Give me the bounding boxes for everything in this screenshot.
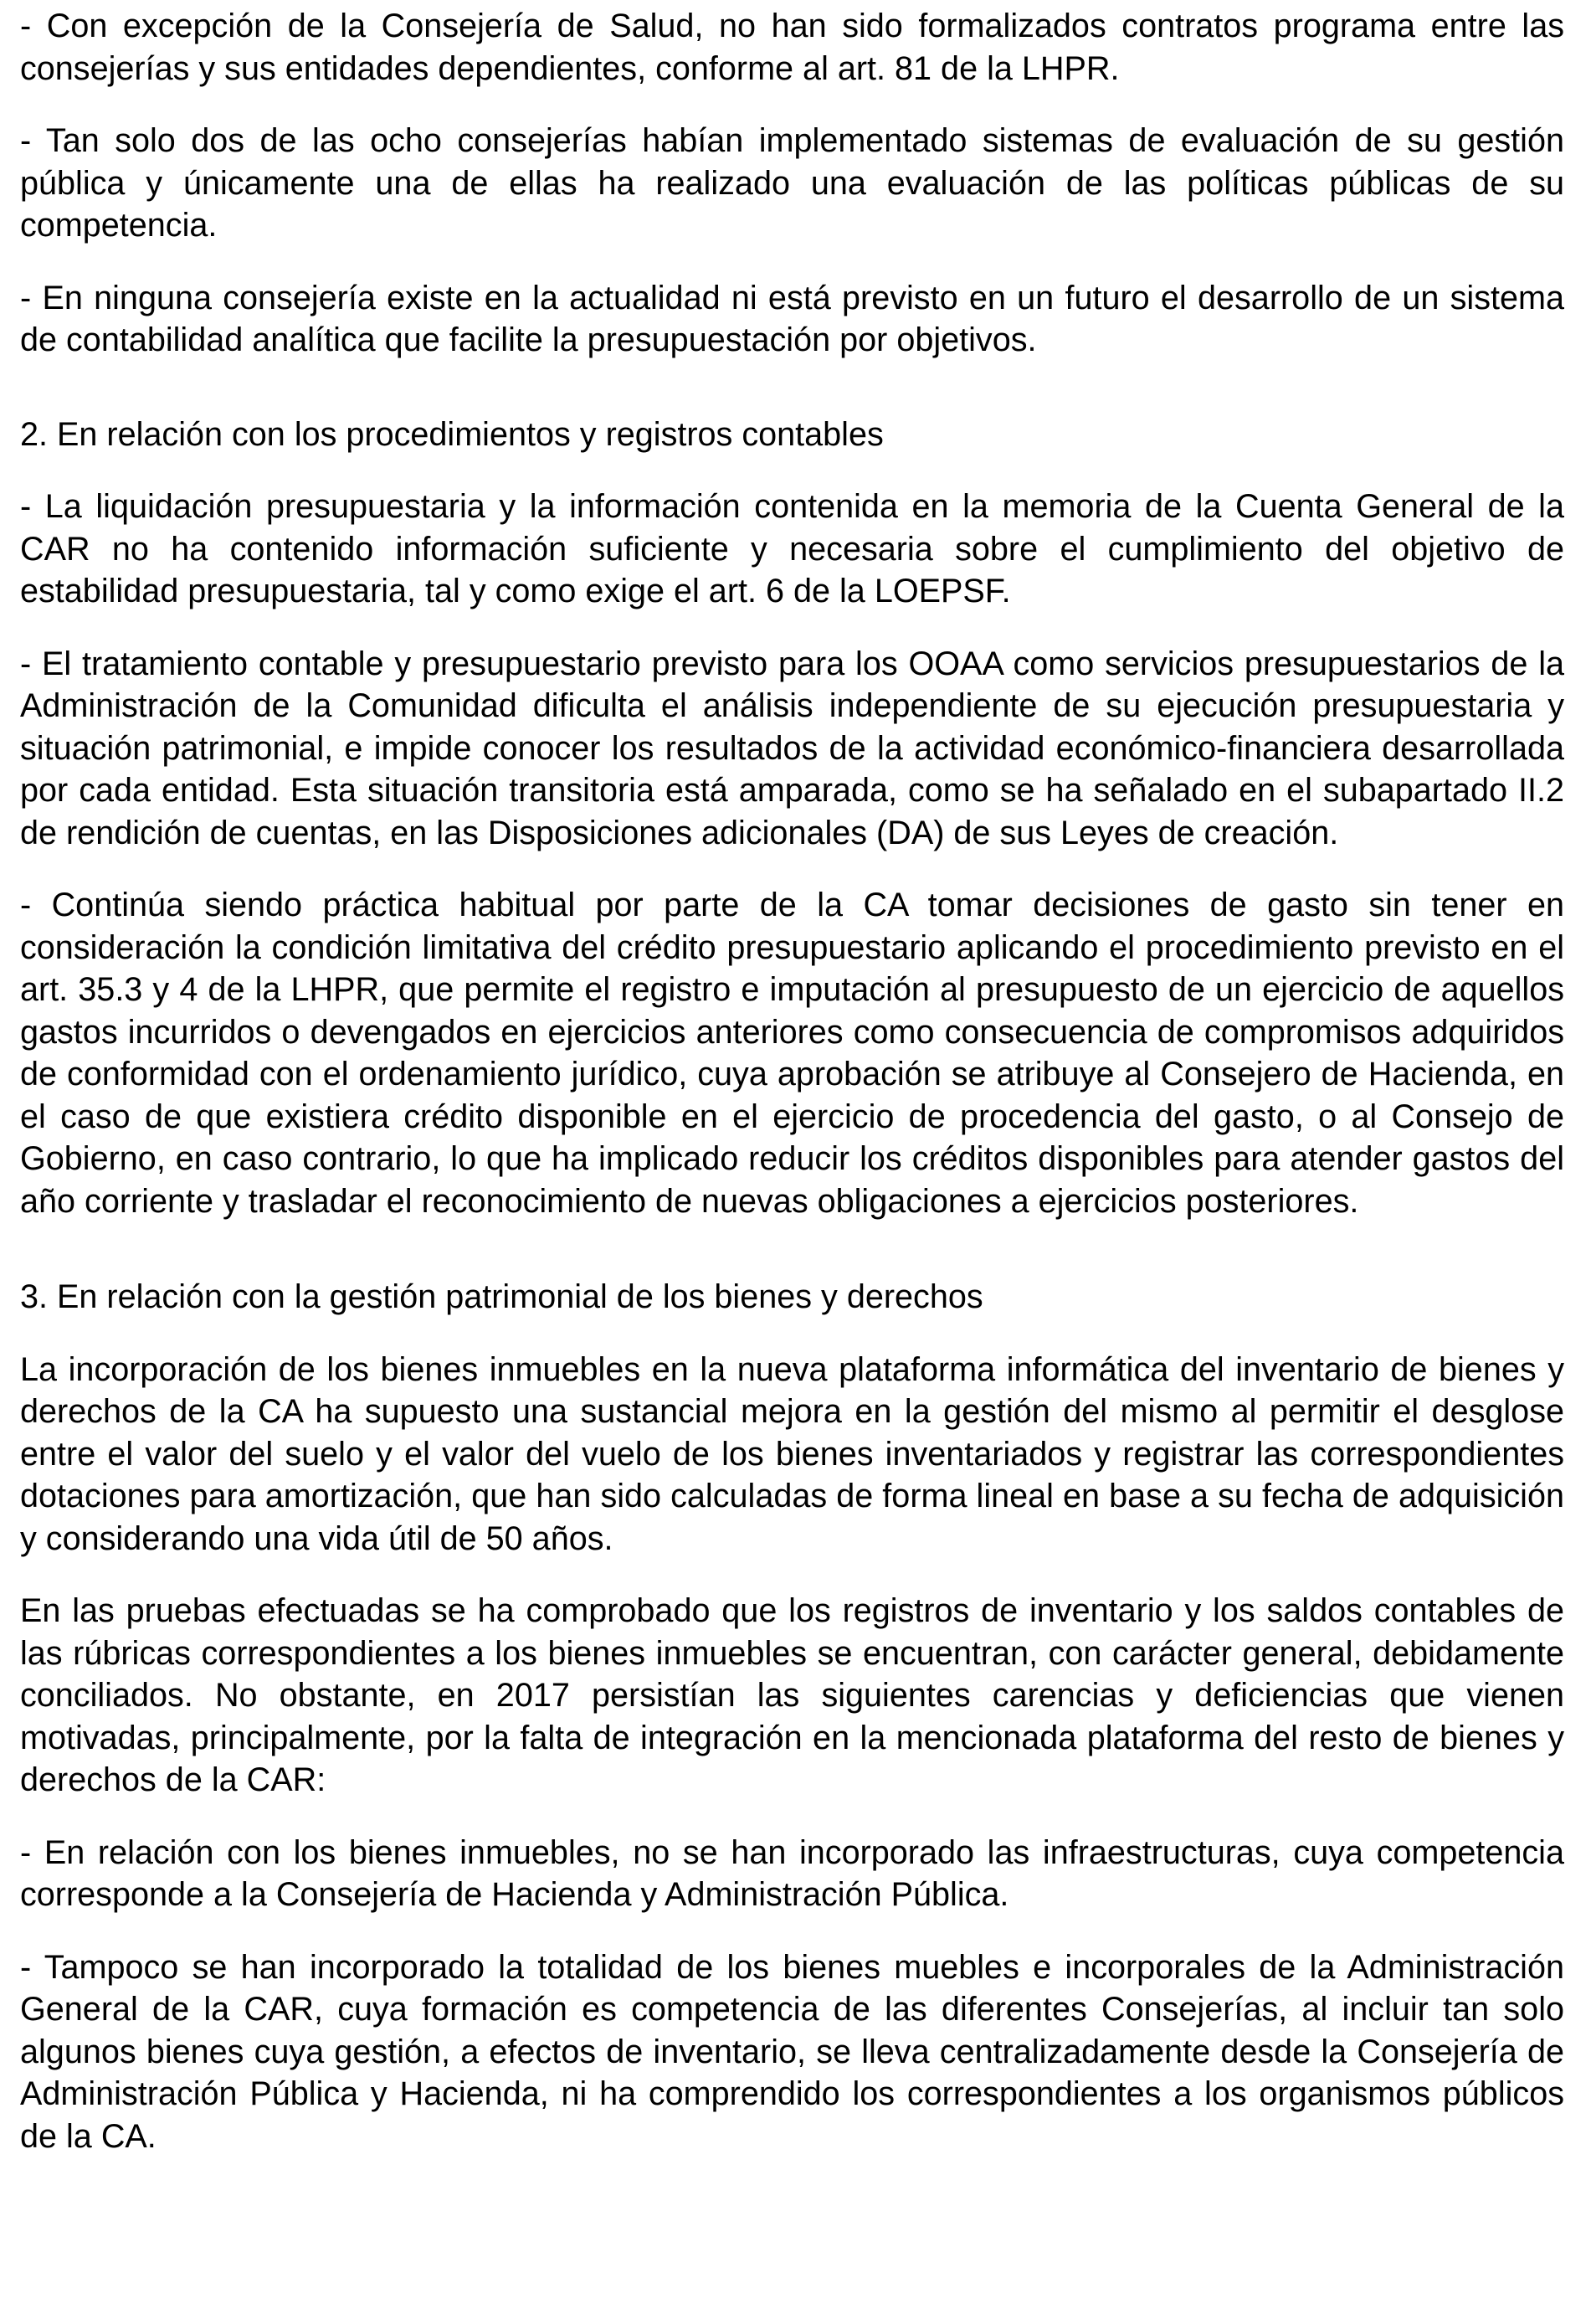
paragraph-evaluacion-gestion: - Tan solo dos de las ocho consejerías habían implementado sistemas de evaluación de su gestión pública y únicamente una de ellas ha realizado una evaluación de las políticas públicas de su competencia. [20, 122, 1564, 244]
paragraph-bienes-muebles: - Tampoco se han incorporado la totalidad de los bienes muebles e incorporales de la Administración General de la CAR, cuya formación es competencia de las diferentes Consejerías, al incluir tan solo algunos bienes cuya gestión, a efectos de inventario, se lleva centralizadamente desde la Consejería de Administración Pública y Hacienda, ni ha comprendido los correspondientes a los organismos públicos de la CA. [20, 1948, 1564, 2155]
document-page [20, 0, 1564, 2157]
paragraph-contabilidad-analitica: - En ninguna consejería existe en la actualidad ni está previsto en un futuro el desarrollo de un sistema de contabilidad analítica que facilite la presupuestación por objetivos. [20, 279, 1564, 358]
section-heading-3: 3. En relación con la gestión patrimonial de los bienes y derechos [20, 1278, 983, 1315]
paragraph-tratamiento-ooaa: - El tratamiento contable y presupuestario previsto para los OOAA como servicios presupuestarios de la Administración de la Comunidad dificulta el análisis independiente de su ejecución presupuestaria y situación patrimonial, e impide conocer los resultados de la actividad económico-financiera desarrollada por cada entidad. Esta situación transitoria está amparada, como se ha señalado en el subapartado II.2 de rendición de cuentas, en las Disposiciones adicionales (DA) de sus Leyes de creación. [20, 645, 1564, 851]
section-heading-2: 2. En relación con los procedimientos y registros contables [20, 415, 884, 453]
paragraph-liquidacion-presupuestaria: - La liquidación presupuestaria y la información contenida en la memoria de la Cuenta General de la CAR no ha contenido información suficiente y necesaria sobre el cumplimiento del objetivo de estabilidad presupuestaria, tal y como exige el art. 6 de la LOEPSF. [20, 488, 1564, 609]
paragraph-contratos-programa: - Con excepción de la Consejería de Salud, no han sido formalizados contratos programa entre las consejerías y sus entidades dependientes, conforme al art. 81 de la LHPR. [20, 8, 1564, 87]
paragraph-infraestructuras: - En relación con los bienes inmuebles, no se han incorporado las infraestructuras, cuya competencia corresponde a la Consejería de Hacienda y Administración Pública. [20, 1833, 1564, 1913]
paragraph-pruebas-efectuadas: En las pruebas efectuadas se ha comprobado que los registros de inventario y los saldos contables de las rúbricas correspondientes a los bienes inmuebles se encuentran, con carácter general, debidamente conciliados. No obstante, en 2017 persistían las siguientes carencias y deficiencias que vienen motivadas, principalmente, por la falta de integración en la mencionada plataforma del resto de bienes y derechos de la CAR: [20, 1592, 1564, 1798]
paragraph-practica-habitual: - Continúa siendo práctica habitual por parte de la CA tomar decisiones de gasto sin tener en consideración la condición limitativa del crédito presupuestario aplicando el procedimiento previsto en el art. 35.3 y 4 de la LHPR, que permite el registro e imputación al presupuesto de un ejercicio de aquellos gastos incurridos o devengados en ejercicios anteriores como consecuencia de compromisos adquiridos de conformidad con el ordenamiento jurídico, cuya aprobación se atribuye al Consejero de Hacienda, en el caso de que existiera crédito disponible en el ejercicio de procedencia del gasto, o al Consejo de Gobierno, en caso contrario, lo que ha implicado reducir los créditos disponibles para atender gastos del año corriente y trasladar el reconocimiento de nuevas obligaciones a ejercicios posteriores. [20, 887, 1564, 1220]
paragraph-bienes-inmuebles: La incorporación de los bienes inmuebles en la nueva plataforma informática del inventario de bienes y derechos de la CA ha supuesto una sustancial mejora en la gestión del mismo al permitir el desglose entre el valor del suelo y el valor del vuelo de los bienes inventariados y registrar las correspondientes dotaciones para amortización, que han sido calculadas de forma lineal en base a su fecha de adquisición y considerando una vida útil de 50 años. [20, 1350, 1564, 1557]
